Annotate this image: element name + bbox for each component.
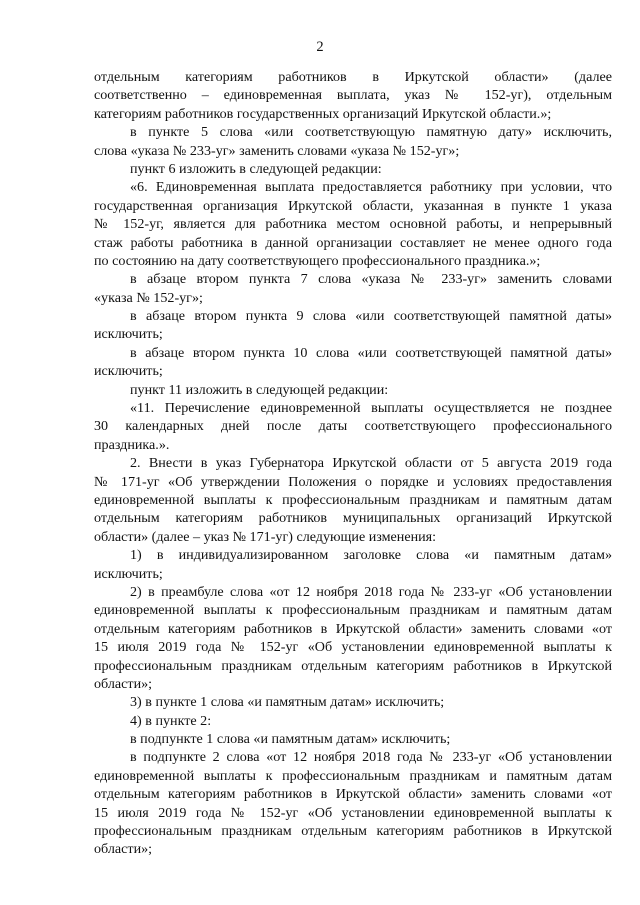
text-line: 15 июля 2019 года № 152-уг «Об установлении единовременной выплаты к [94, 639, 612, 656]
text-line: в абзаце втором пункта 9 слова «или соответствующей памятной даты» [130, 308, 612, 325]
text-line: 4) в пункте 2: [130, 712, 212, 729]
text-line: 3) в пункте 1 слова «и памятным датам» исключить; [130, 694, 445, 711]
text-line: соответственно – единовременная выплата, указ № 152-уг), отдельным [94, 87, 612, 104]
text-line: № 171-уг «Об утверждении Положения о порядке и условиях предоставления [94, 473, 612, 490]
text-line: отдельным категориям работников в Иркутской области» (далее [94, 69, 612, 85]
text-line: в абзаце втором пункта 7 слова «указа № 233-уг» заменить словами [130, 271, 612, 288]
text-line: в подпункте 1 слова «и памятным датам» исключить; [130, 731, 451, 748]
text-line: области»; [94, 841, 153, 858]
text-line: 2) в преамбуле слова «от 12 ноября 2018 года № 233-уг «Об установлении [130, 583, 612, 600]
document-body [94, 68, 612, 859]
text-line: категориям работников государственных организаций Иркутской области.»; [94, 105, 552, 122]
text-line: 30 календарных дней после даты соответствующего профессионального [94, 418, 612, 435]
text-line: по состоянию на дату соответствующего профессионального праздника.»; [94, 252, 541, 269]
text-line: «6. Единовременная выплата предоставляется работнику при условии, что [130, 179, 612, 196]
text-line: отдельным категориям работников муниципальных организаций Иркутской [94, 510, 612, 527]
text-line: № 152-уг, является для работника местом основной работы, и непрерывный [94, 216, 612, 233]
text-line: единовременной выплаты к профессиональным праздникам и памятным датам [94, 602, 612, 619]
text-line: области» (далее – указ № 171-уг) следующие изменения: [94, 528, 437, 545]
text-line: единовременной выплаты к профессиональным праздникам и памятным датам [94, 491, 612, 508]
text-line: «11. Перечисление единовременной выплаты осуществляется не позднее [130, 400, 612, 417]
text-line: в пункте 5 слова «или соответствующую памятную дату» исключить, [130, 124, 612, 141]
text-line: исключить; [94, 565, 163, 582]
text-line: государственная организация Иркутской области, указанная в пункте 1 указа [94, 197, 612, 214]
text-line: 15 июля 2019 года № 152-уг «Об установлении единовременной выплаты к [94, 804, 612, 821]
text-line: единовременной выплаты к профессиональным праздникам и памятным датам [94, 767, 612, 784]
text-line: 2. Внести в указ Губернатора Иркутской области от 5 августа 2019 года [130, 455, 612, 472]
text-line: отдельным категориям работников в Иркутской области» заменить словами «от [94, 786, 612, 803]
page-number: 2 [316, 39, 324, 55]
text-line: в подпункте 2 слова «от 12 ноября 2018 года № 233-уг «Об установлении [130, 749, 612, 766]
text-line: «указа № 152-уг»; [94, 289, 203, 306]
text-line: профессиональным праздникам отдельным категориям работников в Иркутской [94, 657, 612, 674]
text-line: стаж работы работника в данной организации составляет не менее одного года [94, 234, 612, 251]
text-line: 1) в индивидуализированном заголовке слова «и памятным датам» [130, 547, 612, 564]
text-line: слова «указа № 233-уг» заменить словами «указа № 152-уг»; [94, 142, 460, 159]
text-line: исключить; [94, 363, 163, 380]
text-line: пункт 11 изложить в следующей редакции: [130, 381, 389, 398]
text-line: пункт 6 изложить в следующей редакции: [130, 160, 382, 177]
text-line: профессиональным праздникам отдельным категориям работников в Иркутской [94, 823, 612, 840]
text-line: области»; [94, 675, 153, 692]
text-line: в абзаце втором пункта 10 слова «или соответствующей памятной даты» [130, 344, 612, 361]
text-line: праздника.». [94, 436, 170, 453]
text-line: исключить; [94, 326, 163, 343]
text-line: отдельным категориям работников в Иркутской области» заменить словами «от [94, 620, 612, 637]
